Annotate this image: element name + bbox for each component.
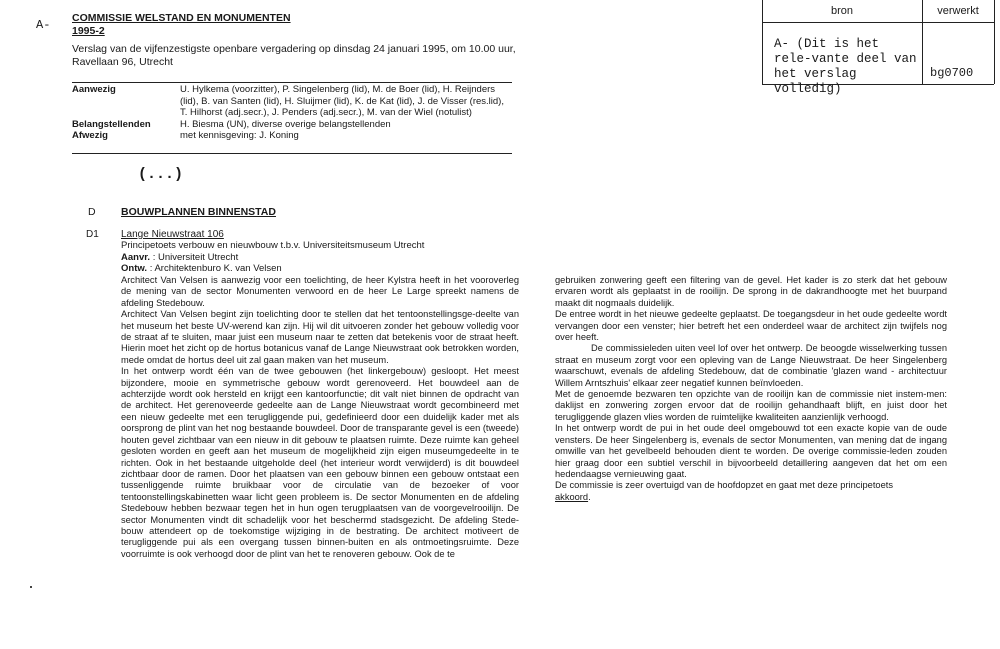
organization-name: COMMISSIE WELSTAND EN MONUMENTEN [72,12,291,24]
attendance-label: Belangstellenden [72,118,151,130]
conclusion-word: akkoord [555,491,589,502]
paragraph: In het ontwerp wordt de pui in het oude deel omgebouwd tot een exacte kopie van de oude vensters. De heer Singelenberg is, evenals de sector Monumenten, van mening dat de ingang omwille van het gevelbeeld behouden dient te worden. De overige commissie-leden zouden hier graag door een subtiel verschil in bijvoorbeeld detaillering aangeven dat het om een hedendaagse vernieuwing gaat. [555,423,947,479]
sidebox-verwerkt-header: verwerkt [937,5,979,17]
sidebox-verwerkt-text: bg0700 [930,66,974,80]
conclusion-text: De commissie is zeer overtuigd van de hoofdopzet en gaat met deze principetoets [555,480,893,491]
paragraph: gebruiken zonwering geeft een filtering van de gevel. Het kader is zo sterk dat het gebouw ervaren wordt als geplaatst in de rooilijn. De sprong in de dakrandhoogte met het buurpand maakt dit nogmaals duidelijk. [555,275,947,308]
item-subtitle: Principetoets verbouw en nieuwbouw t.b.v. Universiteitsmuseum Utrecht [121,240,425,251]
sidebox-bron-text: A- (Dit is het rele-vante deel van het verslag volledig) [774,37,917,96]
paragraph: Architect Van Velsen begint zijn toelichting door te stellen dat het tentoonstellingsge-deelte van het museum het beste UV-werend kan zijn. Hij wil dit uitvoeren zonder het gebouw volledig voor de straat af te sluiten, maar juist een museum naar te zetten dat betekenis voor de straat heeft. Hierin moet het zicht op de hortus botanicus vanaf de Lange Nieuwstraat ook betrokken worden, mede omdat de hortus deel uit zal gaan maken van het museum. [121,309,519,365]
sidebox-bron-header: bron [830,5,854,17]
margin-mark: A- [36,18,51,32]
meeting-line-1: Verslag van de vijfenzestigste openbare vergadering op dinsdag 24 januari 1995, om 10.00 uur, [72,43,516,55]
body-column-left [121,275,519,560]
attendance-table [72,84,512,142]
session-number: 1995-2 [72,25,105,37]
body-column-right [555,275,947,503]
paragraph: Met de genoemde bezwaren ten opzichte van de rooilijn kan de commissie niet instem-men: daklijst en zonwering zorgen ervoor dat de rooilijn gehandhaaft blijft, en juist door het terugliggende glazen vlies worden de ruimtelijke kwaliteiten aanzienlijk verhoogd. [555,389,947,422]
applicant-value: : Universiteit Utrecht [152,252,239,263]
attendance-label: Afwezig [72,130,108,141]
omission-mark: (...) [138,166,184,183]
designer-value: : Architektenburo K. van Velsen [149,263,282,274]
paragraph: De entree wordt in het nieuwe gedeelte geplaatst. De toegangsdeur in het oude gedeelte wordt vervangen door een venster; hier betreft het een onderdeel waar de architect zijn twijfels nog over heeft. [555,309,947,343]
paragraph: De commissieleden uiten veel lof over het ontwerp. De beoogde wisselwerking tussen straat en museum zorgt voor een opleving van de Lange Nieuwstraat. De heer Singelenberg waarschuwt, evenals de afdeling Stedebouw, dat de combinatie 'glazen wand - architectuur Willem Arntszhuis' elkaar zeer negatief kunnen beïnvloeden. [555,343,947,388]
section-title: BOUWPLANNEN BINNENSTAD [121,206,276,218]
attendance-top-rule [72,82,512,83]
attendance-row [72,130,512,142]
paragraph: De commissie is zeer overtuigd van de hoofdopzet en gaat met deze principetoets akkoord. [555,480,893,502]
designer-line [121,263,282,274]
section-letter: D [88,206,96,218]
attendance-value: H. Biesma (UN), diverse overige belangstellenden [180,118,391,130]
attendance-value: U. Hylkema (voorzitter), P. Singelenberg (lid), M. de Boer (lid), H. Reijnders (lid), B. van Santen (lid), H. Sluijmer (lid), K. de Kat (lid), J. de Visser (res.lid), T. Hilhorst (adj.secr.), J. Penders (adj.secr.), M. van der Wiel (notulist) [180,84,504,118]
applicant-line [121,252,282,263]
attendance-bottom-rule [72,153,512,154]
document-header [72,12,522,69]
attendance-row [72,119,512,131]
attendance-row [72,84,512,119]
attendance-label: Aanwezig [72,84,116,95]
sidebox-border-right [994,0,995,84]
item-number: D1 [86,229,99,240]
designer-label: Ontw. [121,263,148,274]
paragraph: In het ontwerp wordt één van de twee gebouwen (het linkergebouw) gesloopt. Het meest bijzondere, mooie en symmetrische gebouw wordt gerenoveerd. Het bouwdeel aan de achterzijde wordt ook hersteld en krijgt een kantoorfunctie; dit valt niet binnen de opdracht van de architect. Het gerenoveerde gedeelte aan de Lange Nieuwstraat wordt gecombineerd met een nieuw gedeelte met een terugliggende pui, gedefinieerd door een duidelijk kader met als oorsprong de plint van het nog bestaande bouwdeel. Door de transparante gevel is een (tweede) houten gevel zichtbaar van een nieuw in dit gebouw te plaatsen ruimte. Deze ruimte kan geheel gesloten worden en geeft aan het museum de mogelijkheid zijn eigen museumgedeelte in te richten. Ook in het bestaande uitgeholde deel (het interieur wordt verwijderd) is dit bouwdeel zichtbaar door de ramen. Door het plaatsen van een gebouw binnen een gebouw ontstaat een tussenliggende ruimte bruikbaar voor de circulatie van de bezoeker of voor tentoonstellingskabinetten waar licht geen probleem is. De sector Monumenten en de afdeling Stedebouw hebben bezwaar tegen het in hun ogen terugplaatsen van de voorgevelrooilijn. De sector Monumenten vindt dit schadelijk voor het beschermd stadsgezicht. De afdeling Stede-bouw attendeert op de toekomstige wijziging in de bestrating. De architect motiveert de terugliggende pui als een overgang tussen binnen-buiten en als ontmoetingsruimte. Deze voorruimte is ook verhoogd door de plint van het te renoveren gebouw. Ook de te [121,366,519,559]
sidebox-header-rule [762,22,994,23]
applicant-label: Aanvr. [121,252,151,263]
item-meta [121,252,282,274]
meeting-line-2: Ravellaan 96, Utrecht [72,56,173,68]
attendance-value: met kennisgeving: J. Koning [180,130,299,141]
item-title: Lange Nieuwstraat 106 [121,229,224,240]
paragraph: Architect Van Velsen is aanwezig voor een toelichting, de heer Kylstra heeft in het vooroverleg de mening van de sector Monumenten verwoord en de heer Le Large spreekt namens de afdeling Stedebouw. [121,275,519,308]
scan-speck [30,586,32,588]
